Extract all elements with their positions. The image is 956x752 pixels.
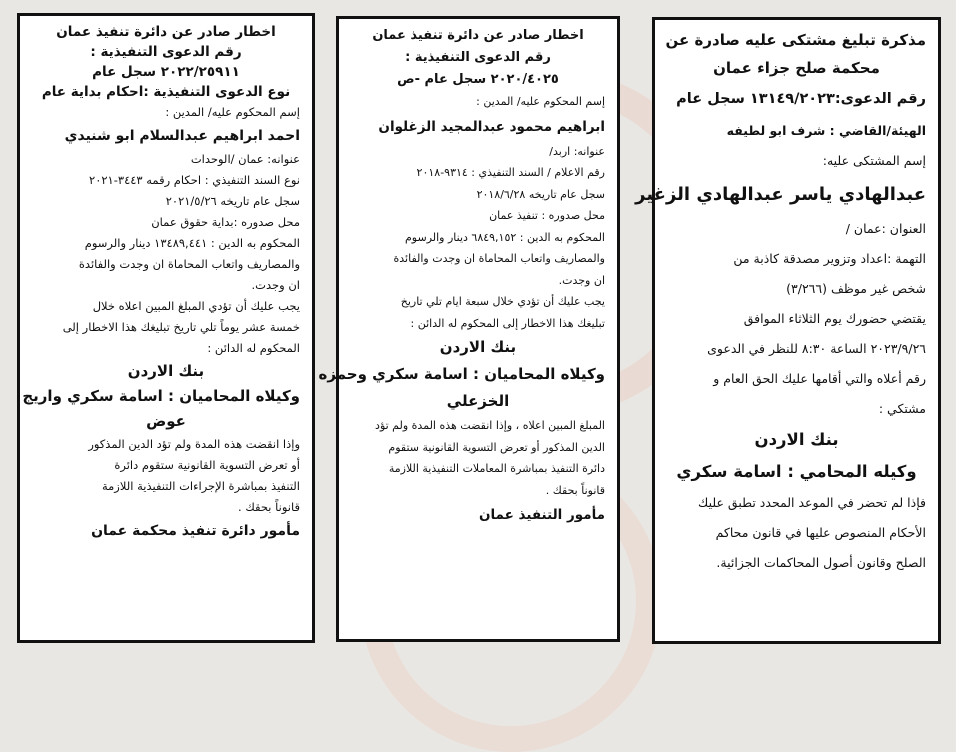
payment-line: يجب عليك أن تؤدي خلال سبعة ايام تلي تاريخ	[400, 295, 605, 308]
debtor-address: عنوانه: اربد/	[549, 144, 605, 158]
lawyers-line: عوض	[146, 412, 186, 430]
appearance-line: ٢٠٢٣/٩/٢٦ الساعة ٨:٣٠ للنظر في الدعوى	[707, 341, 926, 356]
case-type: نوع الدعوى التنفيذية :احكام بداية عام	[41, 84, 291, 100]
lawyers-line: وكيلاه المحاميان : اسامة سكري وحمزه	[318, 365, 605, 383]
amount-line: ان وجدت.	[251, 278, 300, 292]
appearance-line: يقتضي حضورك يوم الثلاثاء الموافق	[743, 311, 926, 326]
notice-execution-middle	[318, 16, 620, 642]
deed-line: رقم الاعلام / السند التنفيذي : ٩٣١٤-٢٠١٨	[416, 166, 605, 179]
debtor-name: احمد ابراهيم عبدالسلام ابو شنيدي	[64, 128, 300, 144]
lawyers-line: الخزعلي	[446, 392, 510, 410]
debtor-address: عنوانه: عمان /الوحدات	[190, 152, 300, 166]
appearance-line: رقم أعلاه والتي أقامها عليك الحق العام و	[713, 371, 926, 386]
case-number-label: رقم الدعوى التنفيذية :	[405, 50, 551, 65]
creditor-name: بنك الاردن	[439, 338, 517, 356]
amount-line: والمصاريف واتعاب المحاماة ان وجدت والفائدة	[393, 252, 605, 265]
warning-line: الصلح وقانون أصول المحاكمات الجزائية.	[716, 555, 926, 570]
notice-title: مذكرة تبليغ مشتكى عليه صادرة عن	[665, 31, 926, 49]
amount-line: المحكوم به الدين : ٦٨٤٩,١٥٢ دينار والرسوم	[404, 230, 605, 244]
case-number: ٢٠٢٠/٤٠٢٥ سجل عام -ص	[397, 72, 559, 87]
deed-line: نوع السند التنفيذي : احكام رقمه ٣٤٤٣-٢٠٢١	[89, 173, 300, 187]
payment-line: المحكوم له الدائن :	[207, 341, 300, 355]
case-number-label: رقم الدعوى التنفيذية :	[90, 44, 242, 60]
warning-line: فإذا لم تحضر في الموعد المحدد تطبق عليك	[698, 495, 926, 510]
warning-line: المبلغ المبين اعلاه ، وإذا انقضت هذه المدة ولم تؤد	[375, 419, 605, 432]
warning-line: الدين المذكور أو تعرض التسوية القانونية ستقوم	[388, 440, 605, 454]
case-number: ٢٠٢٢/٢٥٩١١ سجل عام	[92, 64, 240, 80]
appearance-line: مشتكي :	[878, 401, 926, 416]
notice-title: اخطار صادر عن دائرة تنفيذ عمان	[56, 24, 276, 40]
deed-line: سجل عام تاريخه ٢٠٢١/٥/٢٦	[165, 194, 300, 208]
warning-line: وإذا انقضت هذه المدة ولم تؤد الدين المذكور	[88, 437, 300, 451]
deed-line: سجل عام تاريخه ٢٠١٨/٦/٢٨	[476, 187, 605, 201]
warning-line: التنفيذ بمباشرة الإجراءات التنفيذية اللازمة	[101, 479, 300, 493]
lawyer-line: وكيله المحامي : اسامة سكري	[676, 462, 917, 481]
complainant-name: بنك الاردن	[754, 430, 839, 449]
notice-execution-left	[17, 13, 315, 643]
warning-line: دائرة التنفيذ بمباشرة المعاملات التنفيذية اللازمة	[388, 462, 605, 475]
notice-footer: مأمور دائرة تنفيذ محكمة عمان	[91, 523, 300, 539]
warning-line: الأحكام المنصوص عليها في قانون محاكم	[715, 525, 926, 540]
payment-line: تبليغك هذا الاخطار إلى المحكوم له الدائن :	[410, 316, 605, 330]
amount-line: ان وجدت.	[558, 273, 605, 287]
case-number: رقم الدعوى:١٣١٤٩/٢٠٢٣ سجل عام	[676, 91, 926, 107]
warning-line: قانوناً بحقك .	[545, 483, 605, 497]
warning-line: أو تعرض التسوية القانونية ستقوم دائرة	[114, 458, 300, 472]
warning-line: قانوناً بحقك .	[238, 500, 300, 514]
accused-name: عبدالهادي ياسر عبدالهادي الزغير	[635, 184, 926, 205]
debtor-name: ابراهيم محمود عبدالمجيد الزغلوان	[378, 118, 605, 135]
amount-line: والمصاريف واتعاب المحاماة ان وجدت والفائدة	[78, 257, 300, 271]
accused-address: العنوان :عمان /	[845, 221, 926, 236]
payment-line: يجب عليك أن تؤدي المبلغ المبين اعلاه خلال	[92, 299, 300, 313]
issued-by: محل صدوره :بداية حقوق عمان	[151, 215, 300, 229]
debtor-label: إسم المحكوم عليه/ المدين :	[476, 95, 605, 108]
notice-footer: مأمور التنفيذ عمان	[478, 507, 605, 523]
charge-line: التهمة :اعداد وتزوير مصدقة كاذبة من	[733, 251, 926, 266]
notice-summons-right	[635, 17, 941, 644]
amount-line: المحكوم به الدين : ١٣٤٨٩,٤٤١ دينار والرسوم	[84, 236, 300, 250]
payment-line: خمسة عشر يوماً تلي تاريخ تبليغك هذا الاخطار إلى	[62, 320, 300, 334]
judge-line: الهيئة/القاضي : شرف ابو لطيفه	[726, 123, 926, 138]
charge-line: شخص غير موظف (٣/٢٦٦)	[786, 281, 926, 296]
debtor-label: إسم المحكوم عليه/ المدين :	[165, 105, 300, 119]
court-name: محكمة صلح جزاء عمان	[713, 59, 880, 77]
creditor-name: بنك الاردن	[127, 362, 205, 380]
notice-title: اخطار صادر عن دائرة تنفيذ عمان	[372, 28, 584, 43]
issued-by: محل صدوره : تنفيذ عمان	[489, 209, 605, 222]
lawyers-line: وكيلاه المحاميان : اسامة سكري واريج	[22, 387, 300, 405]
accused-label: إسم المشتكى عليه:	[822, 153, 926, 168]
